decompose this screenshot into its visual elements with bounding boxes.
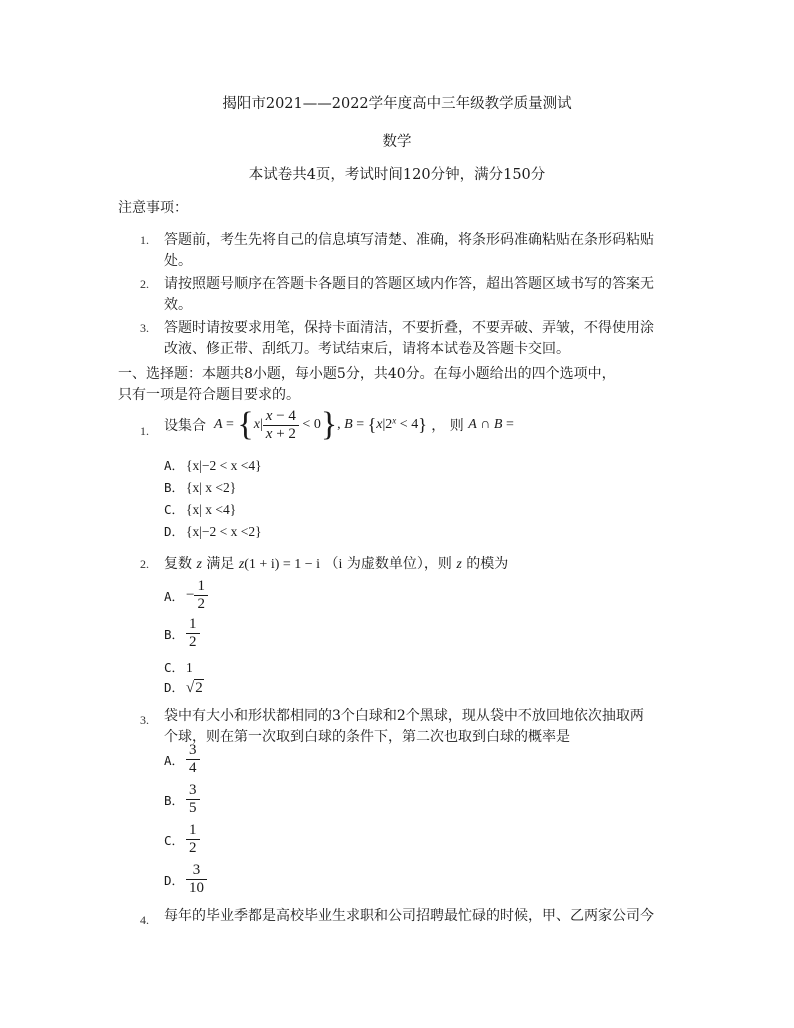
option-a[interactable] xyxy=(164,456,262,474)
option-d[interactable]: D． √2 xyxy=(164,680,203,696)
option-label: C． xyxy=(164,660,185,675)
option-c[interactable] xyxy=(164,500,236,518)
notice-item-number: 2. xyxy=(140,277,149,291)
question-number: 2. xyxy=(140,557,149,571)
notice-item-text-cont: 效。 xyxy=(164,297,192,313)
question-text: ， 则 xyxy=(431,418,464,434)
question-2-stem: 复数 z 满足 z(1 + i) = 1 − i （i 为虚数单位），则 z 的模为 xyxy=(164,556,509,572)
option-b[interactable] xyxy=(164,478,236,496)
fraction-numerator: 3 xyxy=(189,742,197,758)
question-text: 为虚数单位），则 xyxy=(346,556,452,572)
question-text: 复数 xyxy=(164,556,192,572)
option-d[interactable] xyxy=(164,862,207,902)
question-text: 的模为 xyxy=(466,556,509,572)
question-text: 满足 xyxy=(206,556,235,572)
option-label: D． xyxy=(164,524,185,539)
option-label: C． xyxy=(164,832,185,848)
subject-title: 数学 xyxy=(382,134,412,150)
question-text: （ xyxy=(324,556,339,572)
option-b[interactable]: B． $\frac{1}{2}$ xyxy=(164,616,200,656)
question-text-cont: 个球，则在第一次取到白球的条件下，第二次也取到白球的概率是 xyxy=(164,729,570,745)
option-text: {x|−2 < x <2} xyxy=(186,524,262,539)
notice-heading: 注意事项： xyxy=(118,200,188,216)
option-a[interactable] xyxy=(164,742,200,782)
fraction-denominator: 2 xyxy=(186,839,200,857)
notice-item-text: 答题前，考生先将自己的信息填写清楚、准确，将条形码准确粘贴在条形码粘贴 xyxy=(164,232,654,248)
option-text: {x| x <2} xyxy=(186,480,237,495)
question-text: 每年的毕业季都是高校毕业生求职和公司招聘最忙碌的时候，甲、乙两家公司今 xyxy=(164,908,654,924)
question-text: 设集合 xyxy=(164,418,206,434)
option-text: {x| x <4} xyxy=(186,502,237,517)
option-label: A． xyxy=(164,588,185,604)
section-heading-line2: 只有一项是符合题目要求的。 xyxy=(118,387,300,403)
question-number: 3. xyxy=(140,713,149,727)
notice-item-text-cont: 改液、修正带、刮纸刀。考试结束后，请将本试卷及答题卡交回。 xyxy=(164,341,570,357)
option-text: 1 xyxy=(186,660,193,675)
notice-item-text: 答题时请按要求用笔，保持卡面清洁，不要折叠，不要弄破、弄皱，不得使用涂 xyxy=(164,320,654,336)
option-label: A． xyxy=(164,458,185,473)
fraction-numerator: 1 xyxy=(189,822,197,838)
question-text: 袋中有大小和形状都相同的3个白球和2个黑球，现从袋中不放回地依次抽取两 xyxy=(164,708,644,724)
option-label: A． xyxy=(164,752,185,768)
fraction-denominator: 10 xyxy=(186,879,207,897)
fraction-numerator: 3 xyxy=(192,862,201,878)
option-label: B． xyxy=(164,626,185,642)
exam-title: 揭阳市2021——2022学年度高中三年级教学质量测试 xyxy=(222,96,572,112)
question-1-stem: 设集合 A = {x| $\frac{x - 4}{x + 2}$ < 0}, $B = \{x|2^x < 4\}$ ， 则 A ∩ B = xyxy=(164,406,514,443)
question-3-stem xyxy=(164,706,694,748)
exam-info: 本试卷共4页，考试时间120分钟，满分150分 xyxy=(248,167,546,183)
option-text: {x|−2 < x <4} xyxy=(186,458,262,473)
section-heading-line1: 一、选择题：本题共8小题，每小题5分，共40分。在每小题给出的四个选项中， xyxy=(118,366,616,382)
question-4-stem xyxy=(164,906,694,927)
option-d[interactable] xyxy=(164,522,262,540)
option-label: D． xyxy=(164,680,185,695)
fraction-denominator: 4 xyxy=(186,759,200,777)
notice-item-text: 请按照题号顺序在答题卡各题目的答题区域内作答，超出答题区域书写的答案无 xyxy=(164,276,654,292)
option-c[interactable] xyxy=(164,822,200,862)
option-c[interactable] xyxy=(164,658,193,676)
option-label: D． xyxy=(164,872,185,888)
option-a[interactable]: A． − $\frac{1}{2}$ xyxy=(164,578,208,618)
notice-item-text-cont: 处。 xyxy=(164,253,192,269)
question-number: 1. xyxy=(140,424,149,438)
notice-item-number: 1. xyxy=(140,233,149,247)
fraction-denominator: 5 xyxy=(186,799,200,817)
option-label: C． xyxy=(164,502,185,517)
option-b[interactable] xyxy=(164,782,200,822)
option-label: B． xyxy=(164,792,185,808)
notice-item-number: 3. xyxy=(140,321,149,335)
section-heading xyxy=(118,364,688,406)
question-number: 4. xyxy=(140,913,149,927)
fraction-numerator: 3 xyxy=(189,782,197,798)
option-label: B． xyxy=(164,480,185,495)
